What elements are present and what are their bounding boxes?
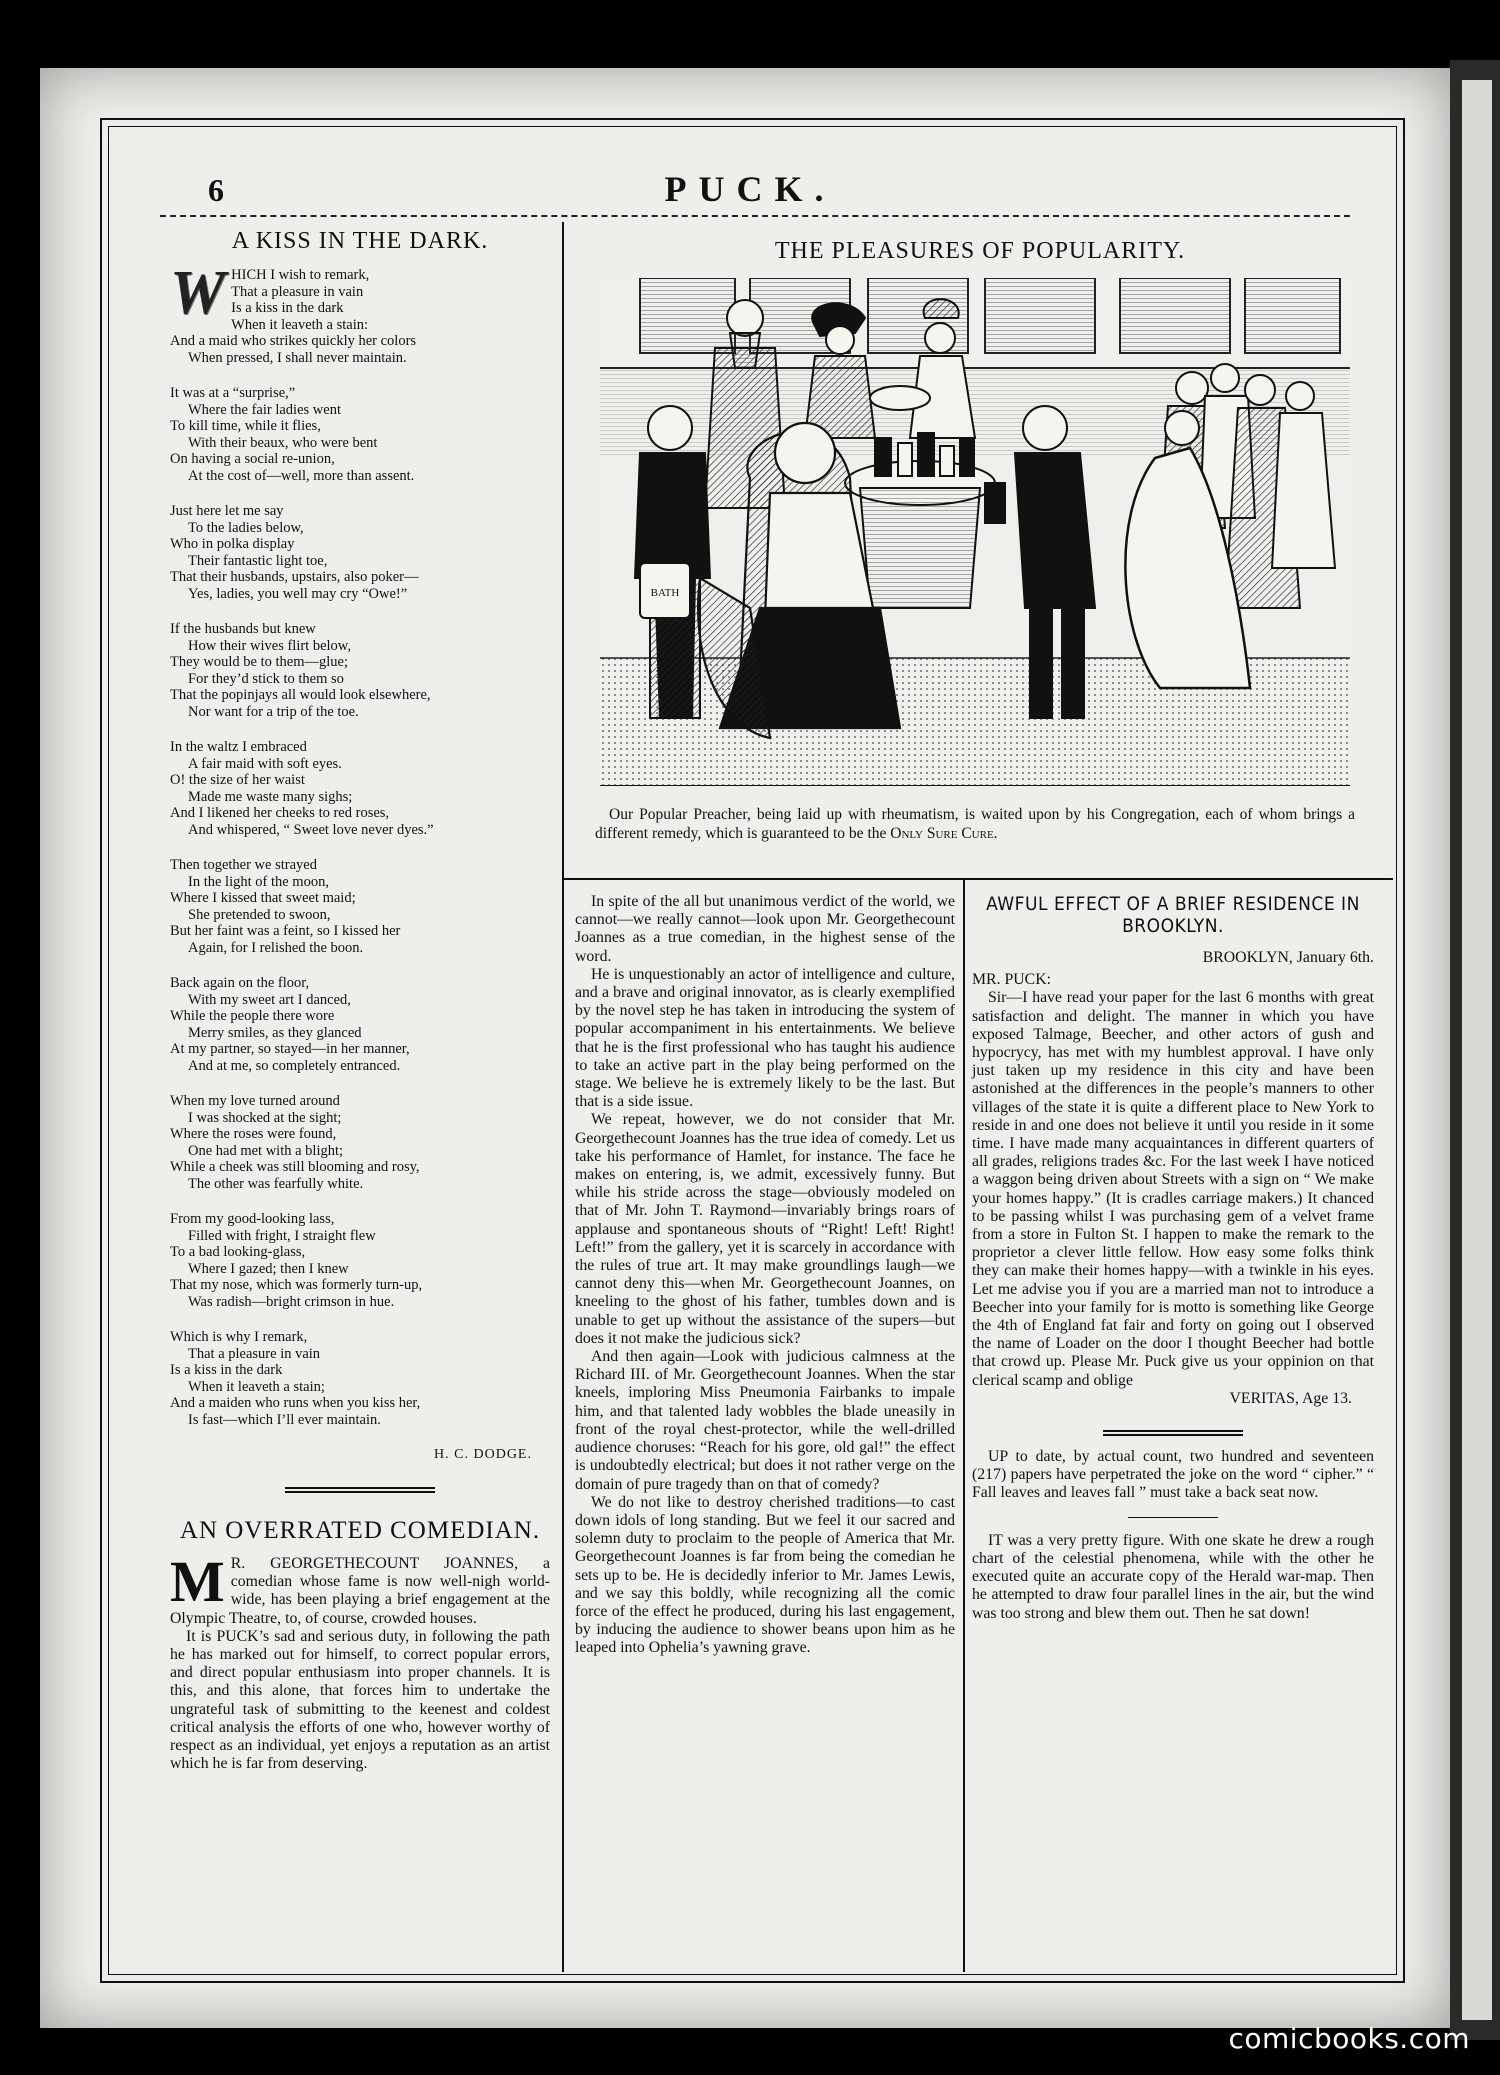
article-paragraph: In spite of the all but unanimous verdict of the world, we cannot—we really cannot—look upon Mr. Georgethecount Joannes as a true comedian, in the highest sense of the word.: [575, 893, 955, 965]
poem-line: To kill time, while it flies,: [170, 418, 321, 434]
dropcap-m: M: [170, 1549, 225, 1614]
masthead: PUCK.: [664, 169, 836, 209]
poem-stanza: [170, 857, 550, 956]
poem-line: That their husbands, upstairs, also poker—: [170, 569, 419, 585]
letter-signature: VERITAS, Age 13.: [1229, 1389, 1352, 1407]
letter-body: Sir—I have read your paper for the last 6 months with great satisfaction and delight. The manner in which you have exposed Talmage, Beecher, and other actors of gush and hypocrycy, has met with my humblest approval. I have only just taken up my residence in this city and have been astonished at the differences in the people’s manners to other villages of the state it is quite a different place to New York to reside in and one does not believe it until you reside in it some time. I have made many acquaintances in different quarters of all grades, religions trades &c. For the last week I have noticed a waggon being driven about Streets with a sign on “ We make your homes happy.” (It is cradles carriage makers.) It chanced to be passing whilst I was purchasing gem of a velvet frame from a store in Fulton St. I happen to make the remark to the proprietor a clever little fellow. How easy some folks think they can make their homes happy—with a twinkle in his eyes. Let me advise you if you are a married man not to introduce a Beecher into your family for is motto is something like George the 4th of England fat fair and forty on going out I observed the name of Loader on the door I thought Beecher had bottle that crowd up. Please Mr. Puck give us your oppinion on that clerical scamp and oblige: [972, 989, 1374, 1389]
poem-line: Yes, ladies, you well may cry “Owe!”: [188, 585, 408, 602]
poem-line: Where the roses were found,: [170, 1126, 337, 1142]
poem-stanza: [170, 1093, 550, 1192]
poem-line: At the cost of—well, more than assent.: [188, 467, 415, 484]
article-paragraph: It is PUCK’s sad and serious duty, in following the path he has marked out for himself, to correct popular errors, and direct popular enthusiasm into proper channels. It is this, and this alone, that forces him to undertake the ungrateful task of submitting to the keenest and coldest critical analysis the efforts of one who, however worthy of respect as an individual, yet enjoys a reputation as an artist which he is far from deserving.: [170, 1627, 550, 1773]
poem-line: To a bad looking-glass,: [170, 1244, 306, 1260]
poem-line: Who in polka display: [170, 536, 295, 552]
poem-line: How their wives flirt below,: [188, 637, 351, 654]
poem-line: At my partner, so stayed—in her manner,: [170, 1041, 410, 1057]
poem-line: I was shocked at the sight;: [188, 1109, 342, 1126]
section-divider: [285, 1487, 435, 1493]
poem-line: To the ladies below,: [188, 519, 304, 536]
section-divider: [1103, 1430, 1243, 1436]
poem-line: That a pleasure in vain: [188, 1345, 321, 1362]
poem-line: O! the size of her waist: [170, 772, 305, 788]
small-divider: [1128, 1517, 1218, 1518]
poem-title: A KISS IN THE DARK.: [231, 228, 489, 254]
poem-line: Is fast—which I’ll ever maintain.: [188, 1411, 381, 1428]
bath-label: BATH: [650, 587, 680, 599]
article-continued: [575, 893, 955, 1658]
dropcap-w: W: [170, 259, 226, 327]
poem-line: One had met with a blight;: [188, 1142, 344, 1159]
poem-line: Their fantastic light toe,: [188, 552, 328, 569]
poem-line: In the light of the moon,: [188, 873, 329, 890]
paragraph-cipher: UP to date, by actual count, two hundred and seventeen (217) papers have perpetrated the joke on the word “ cipher.” “ Fall leaves and leaves fall ” must take a back seat now.: [972, 1448, 1374, 1502]
letter-dateline: BROOKLYN, January 6th.: [1202, 949, 1374, 966]
watermark: comicbooks.com: [1228, 2022, 1470, 2055]
poem-line: A fair maid with soft eyes.: [188, 755, 342, 772]
poem-line: When my love turned around: [170, 1093, 340, 1109]
poem-stanza: [170, 621, 550, 720]
column-rule-right: [963, 880, 965, 1972]
poem-line: While a cheek was still blooming and rosy,: [170, 1159, 420, 1175]
paragraph-skate: IT was a very pretty figure. With one skate he drew a rough chart of the celestial phenomena, while with the other he executed quite an accurate copy of the Herald war-map. Then he attempted to draw four parallel lines in the air, but the wind was too strong and blew them out. Then he sat down!: [972, 1531, 1374, 1622]
poem-line: It was at a “surprise,”: [170, 385, 296, 401]
poem-line: They would be to them—glue;: [170, 654, 348, 670]
poem-line: And whispered, “ Sweet love never dyes.”: [188, 821, 434, 838]
article-paragraph: We repeat, however, we do not consider that Mr. Georgethecount Joannes has the true idea of comedy. Let us take his performance of Hamlet, for instance. The face he makes on entering, is, we admit, excessively funny. But while his stride across the stage—obviously modeled on that of Mr. John T. Raymond—invariably brings roars of applause and spontaneous shouts of “Right! Left! Right! Left!” from the gallery, yet it is scarcely in accordance with the rules of true art. It may make groundlings laugh—we cannot deny this—when Mr. Georgethecount Joannes, on kneeling to the ghost of his father, tumbles down and is unable to get up without the assistance of the supers—but does it not make the judicious sick?: [575, 1111, 955, 1347]
poem-line: Back again on the floor,: [170, 975, 310, 991]
article-paragraph: And then again—Look with judicious calmness at the Richard III. of Mr. Georgethecount Joannes. When the star kneels, imploring Miss Pneumonia Fairbanks to impale him, and that talented lady wobbles the blade uneasily in front of the royal chest-protector, while the well-drilled audience choruses: “Reach for his gore, old gal!” the effect is undoubtedly electrical; but does it not rather verge on the domain of pure tragedy than on that of comedy?: [575, 1348, 955, 1493]
article-paragraph: He is unquestionably an actor of intelligence and culture, and a brave and original innovator, as is clearly exemplified by the novel step he has taken in introducing the system of popular accompaniment in his entertainments. We believe that he is the first professional who has taught his audience to take an active part in the play being performed on the stage. We believe he is extremely likely to be the last. But that is a side issue.: [575, 965, 955, 1111]
poem-line: Again, for I relished the boon.: [188, 939, 364, 956]
poem-line: When it leaveth a stain:: [231, 316, 369, 333]
poem-line: For they’d stick to them so: [188, 670, 344, 687]
poem-line: But her faint was a feint, so I kissed her: [170, 923, 401, 939]
poem-line: And I likened her cheeks to red roses,: [170, 805, 390, 821]
poem-line: And a maiden who runs when you kiss her,: [170, 1395, 421, 1411]
article-paragraph: M R. GEORGETHECOUNT JOANNES, a comedian whose fame is now well-nigh world-wide, has been playing a brief engagement at the Olympic Theatre, to, of course, crowded houses.: [170, 1549, 550, 1627]
poem-line: In the waltz I embraced: [170, 739, 307, 755]
article-paragraph: We do not like to destroy cherished traditions—to cast down idols of long standing. But we feel it our sacred and solemn duty to proclaim to the people of America that Mr. Georgethecount Joannes is far from being the comedian he sets up to be. He is decidedly inferior to Mr. James Lewis, and we say this boldly, while recognizing all the comic force of the effect he produced, during his last engagement, by inducing the audience to shower beans upon him as he leaped into Ophelia’s yawning grave.: [575, 1493, 955, 1657]
letter-salutation: MR. PUCK:: [972, 971, 1052, 989]
poem-line: Made me waste many sighs;: [188, 788, 353, 805]
poem-line: Merry smiles, as they glanced: [188, 1024, 362, 1041]
left-column: [170, 228, 550, 1773]
right-column: [972, 893, 1374, 1623]
poem-line: Where I kissed that sweet maid;: [170, 890, 356, 906]
poem-stanza: [170, 1329, 550, 1428]
poem-line: Just here let me say: [170, 503, 284, 519]
poem-line: Then together we strayed: [170, 857, 317, 873]
poem-line: With their beaux, who were bent: [188, 434, 378, 451]
poem-stanza: [170, 385, 550, 484]
poem-line: Is a kiss in the dark: [231, 300, 344, 316]
poem-stanza: [170, 975, 550, 1074]
poem-author: H. C. DODGE.: [434, 1447, 532, 1462]
poem-line: HICH I wish to remark,: [231, 267, 370, 283]
page-number: 6: [208, 172, 224, 208]
illustration-caption: Our Popular Preacher, being laid up with rheumatism, is waited upon by his Congregation, each of whom brings a different remedy, which is guaranteed to be the Only Sure Cure.: [595, 806, 1355, 842]
poem-line: She pretended to swoon,: [188, 906, 331, 923]
letter-title: AWFUL EFFECT OF A BRIEF RESIDENCE IN BROOKLYN.: [986, 893, 1360, 937]
poem-stanza: [170, 259, 550, 366]
next-page-edge: [1462, 80, 1492, 2020]
poem-line: That the popinjays all would look elsewhere,: [170, 687, 431, 703]
poem-line: That my nose, which was formerly turn-up,: [170, 1277, 423, 1293]
masthead-rule: [160, 215, 1350, 217]
poem-stanza: [170, 503, 550, 602]
poem-stanza: [170, 739, 550, 838]
article-title: AN OVERRATED COMEDIAN.: [179, 1517, 541, 1544]
poem-line: Nor want for a trip of the toe.: [188, 703, 359, 720]
poem-body: [170, 259, 550, 1428]
poem-line: When it leaveth a stain;: [188, 1378, 325, 1395]
illustration-bottom-rule: [563, 878, 1393, 880]
poem-line: That a pleasure in vain: [231, 283, 364, 300]
illustration: [600, 278, 1350, 786]
poem-line: If the husbands but knew: [170, 621, 316, 637]
poem-line: While the people there wore: [170, 1008, 335, 1024]
column-rule-left: [562, 222, 564, 1972]
poem-line: The other was fearfully white.: [188, 1175, 364, 1192]
poem-line: Filled with fright, I straight flew: [188, 1227, 376, 1244]
poem-stanza: [170, 1211, 550, 1310]
poem-line: Where the fair ladies went: [188, 401, 341, 418]
poem-line: Is a kiss in the dark: [170, 1362, 283, 1378]
poem-line: Where I gazed; then I knew: [188, 1260, 349, 1277]
poem-line: With my sweet art I danced,: [188, 991, 351, 1008]
poem-line: And a maid who strikes quickly her colors: [170, 333, 417, 349]
poem-line: And at me, so completely entranced.: [188, 1057, 401, 1074]
poem-line: On having a social re-union,: [170, 451, 335, 467]
poem-line: Which is why I remark,: [170, 1329, 308, 1345]
poem-line: Was radish—bright crimson in hue.: [188, 1293, 395, 1310]
article-left-body: [170, 1549, 550, 1773]
illustration-title: THE PLEASURES OF POPULARITY.: [774, 238, 1186, 264]
poem-line: When pressed, I shall never maintain.: [188, 349, 407, 366]
poem-line: From my good-looking lass,: [170, 1211, 335, 1227]
